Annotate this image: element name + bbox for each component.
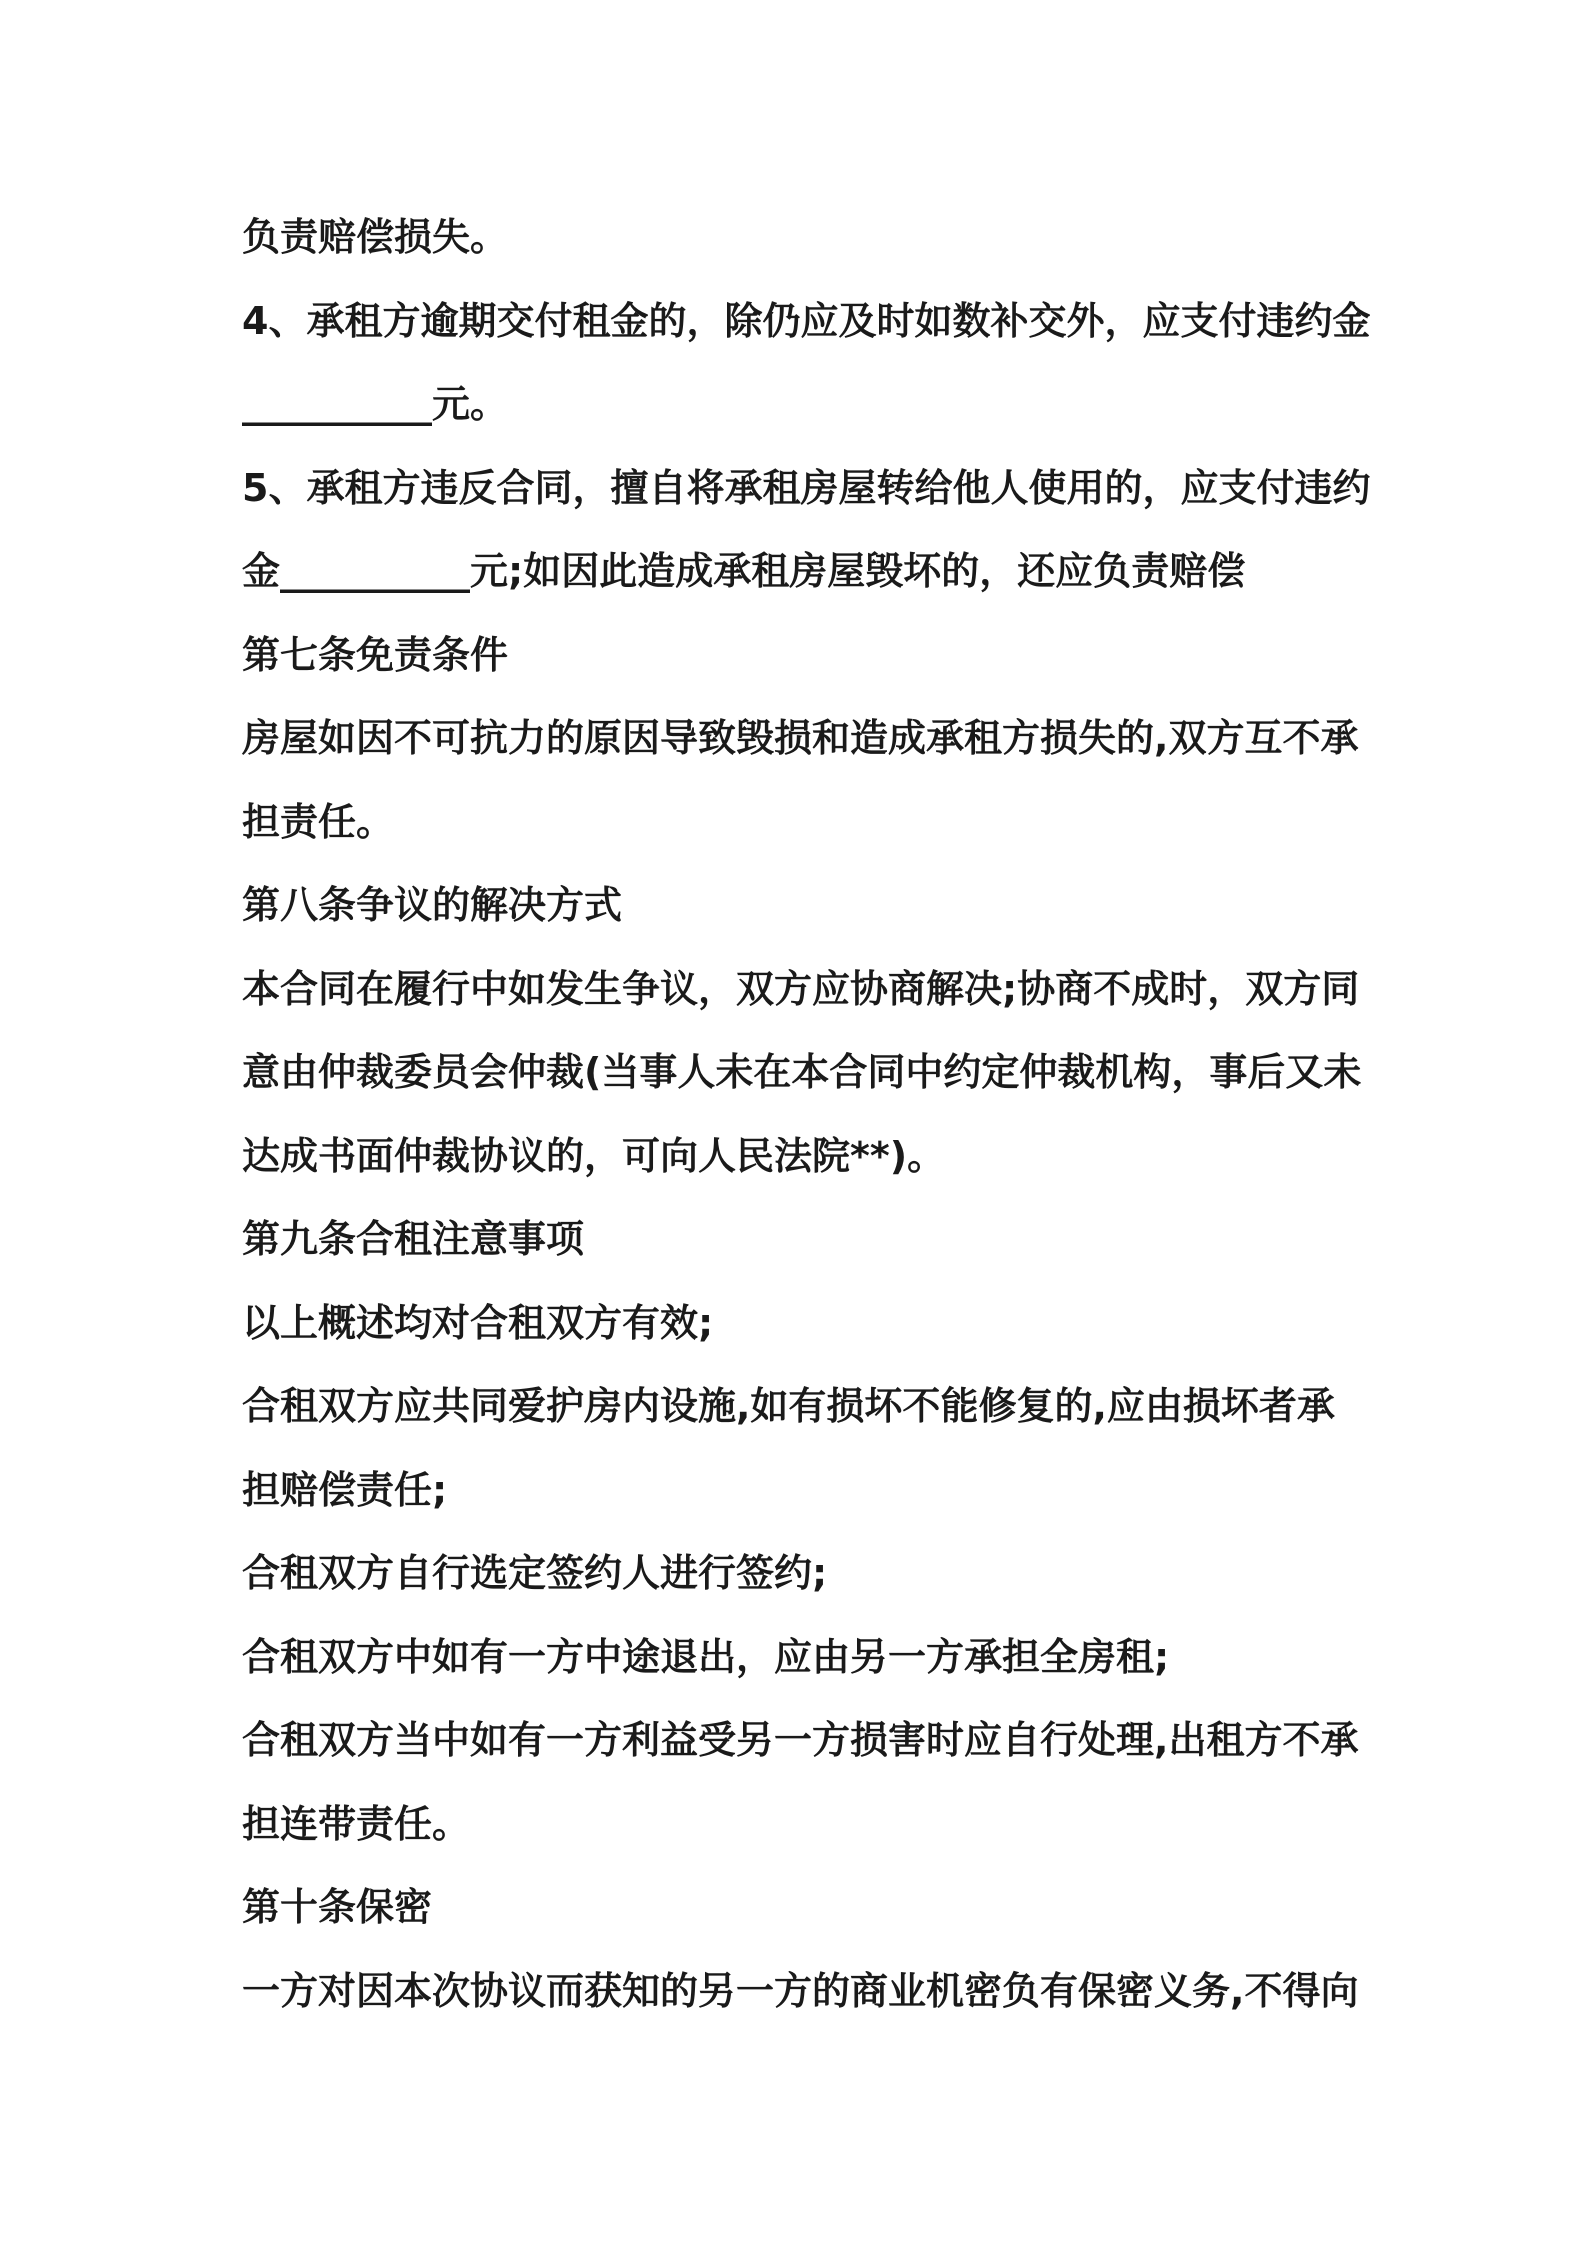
- document-body: [242, 196, 1371, 2033]
- text-line: 担责任。: [242, 799, 395, 844]
- section-heading: 第七条免责条件: [242, 632, 509, 677]
- section-heading: 第十条保密: [242, 1885, 433, 1929]
- text-line: 达成书面仲裁协议的，可向人民法院**)。: [242, 1133, 946, 1178]
- text-line: 负责赔偿损失。: [242, 215, 509, 259]
- text-line: 4、承租方逾期交付租金的，除仍应及时如数补交外，应支付违约金: [242, 298, 1371, 343]
- text-line: 合租双方当中如有一方利益受另一方损害时应自行处理,出租方不承: [242, 1718, 1359, 1762]
- section-heading: 第九条合租注意事项: [242, 1217, 585, 1261]
- text-line: 意由仲裁委员会仲裁(当事人未在本合同中约定仲裁机构，事后又未: [242, 1050, 1362, 1094]
- text-line: 以上概述均对合租双方有效;: [242, 1300, 714, 1345]
- text-line: __________元。: [242, 382, 509, 426]
- text-line: 金__________元;如因此造成承租房屋毁坏的，还应负责赔偿: [242, 549, 1246, 593]
- text-line: 本合同在履行中如发生争议，双方应协商解决;协商不成时，双方同: [242, 966, 1360, 1011]
- text-line: 合租双方自行选定签约人进行签约;: [242, 1551, 828, 1595]
- section-heading: 第八条争议的解决方式: [242, 883, 623, 927]
- text-line: 房屋如因不可抗力的原因导致毁损和造成承租方损失的,双方互不承: [242, 716, 1359, 760]
- text-line: 合租双方中如有一方中途退出，应由另一方承担全房租;: [242, 1634, 1170, 1679]
- text-line: 合租双方应共同爱护房内设施,如有损坏不能修复的,应由损坏者承: [242, 1384, 1335, 1428]
- text-line: 担赔偿责任;: [242, 1467, 448, 1512]
- text-line: 一方对因本次协议而获知的另一方的商业机密负有保密义务,不得向: [242, 1968, 1359, 2013]
- text-line: 5、承租方违反合同，擅自将承租房屋转给他人使用的，应支付违约: [242, 465, 1371, 510]
- text-line: 担连带责任。: [242, 1801, 471, 1846]
